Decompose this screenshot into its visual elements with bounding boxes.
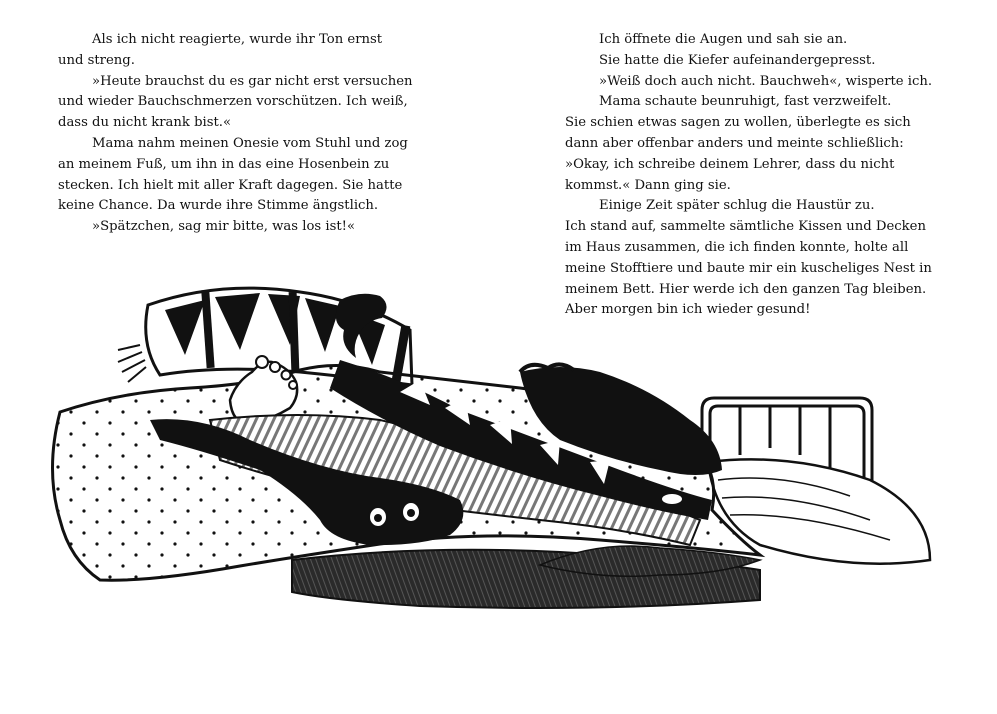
paragraph-line: dann aber offenbar anders und meinte schließlich:	[565, 135, 904, 151]
right-column	[565, 30, 933, 321]
paragraph-line: an meinem Fuß, um ihn in das eine Hosenbein zu	[58, 156, 390, 172]
paragraph-line: und wieder Bauchschmerzen vorschützen. Ich weiß,	[58, 94, 408, 110]
paragraph-line: Sie schien etwas sagen zu wollen, überlegte es sich	[565, 115, 911, 131]
paragraph-line: »Spätzchen, sag mir bitte, was los ist!«	[92, 219, 356, 235]
left-column	[58, 30, 413, 238]
paragraph-line: Sie hatte die Kiefer aufeinandergepresst.	[599, 52, 876, 68]
paragraph-line: im Haus zusammen, die ich finden konnte, holte all	[565, 239, 909, 255]
paragraph-line: meine Stofftiere und baute mir ein kuscheliges Nest in	[565, 260, 932, 276]
paragraph-line: Ich öffnete die Augen und sah sie an.	[599, 32, 848, 47]
paragraph-line: keine Chance. Da wurde ihre Stimme ängstlich.	[58, 198, 379, 214]
paragraph-line: kommst.« Dann ging sie.	[565, 177, 731, 193]
paragraph-line: Ich stand auf, sammelte sämtliche Kissen und Decken	[565, 219, 926, 235]
paragraph-line: Mama nahm meinen Onesie vom Stuhl und zog	[92, 135, 408, 151]
paragraph-line: stecken. Ich hielt mit aller Kraft dagegen. Sie hatte	[58, 177, 403, 193]
paragraph-line: Als ich nicht reagierte, wurde ihr Ton ernst	[92, 32, 383, 47]
paragraph-line: meinem Bett. Hier werde ich den ganzen Tag bleiben.	[565, 281, 927, 297]
paragraph-line: Mama schaute beunruhigt, fast verzweifelt.	[599, 94, 892, 110]
paragraph-line: »Heute brauchst du es gar nicht erst versuchen	[92, 73, 413, 89]
paragraph-line: »Okay, ich schreibe deinem Lehrer, dass du nicht	[565, 156, 895, 172]
paragraph-line: dass du nicht krank bist.«	[58, 115, 232, 131]
paragraph-line: und streng.	[58, 52, 135, 68]
paragraph-line: Einige Zeit später schlug die Haustür zu.	[599, 198, 875, 214]
paragraph-line: Aber morgen bin ich wieder gesund!	[565, 302, 811, 318]
paragraph-line: »Weiß doch auch nicht. Bauchweh«, wisperte ich.	[599, 73, 933, 89]
